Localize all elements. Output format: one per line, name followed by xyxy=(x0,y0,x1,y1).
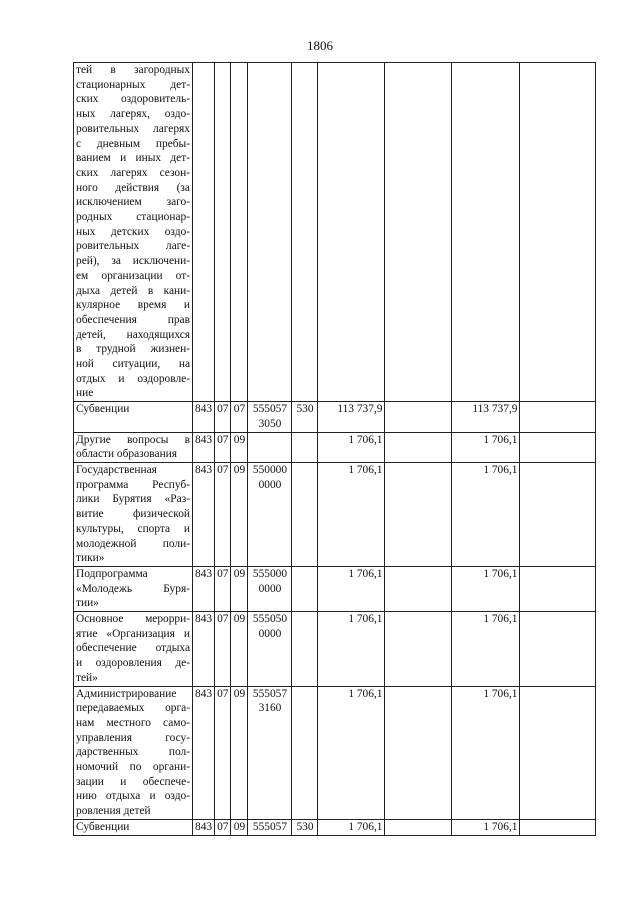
cell-column-10 xyxy=(520,612,596,687)
name-line: родных стационар- xyxy=(76,211,190,224)
cell-target-article: 555050 0000 xyxy=(248,612,292,687)
name-line: обеспечение отдыха xyxy=(76,642,190,655)
cell-column-10 xyxy=(520,819,596,835)
cell-column-9: 1 706,1 xyxy=(452,819,520,835)
cell-name xyxy=(74,566,193,611)
cell-section: 07 xyxy=(215,402,231,432)
name-line: ние xyxy=(76,387,94,400)
cell-expense-type: 530 xyxy=(292,402,318,432)
name-line: ного действия (за xyxy=(76,181,190,194)
table-row xyxy=(74,686,596,819)
cell-sum: 1 706,1 xyxy=(318,612,385,687)
name-line: управления госу- xyxy=(76,731,190,744)
cell-name xyxy=(74,686,193,819)
name-line: «Молодежь Буря- xyxy=(76,582,190,595)
budget-table xyxy=(73,62,596,836)
page-number: 1806 xyxy=(307,38,333,53)
cell-column-8 xyxy=(385,566,452,611)
cell-sum xyxy=(318,63,385,402)
cell-section: 07 xyxy=(215,819,231,835)
cell-ministry: 843 xyxy=(193,819,215,835)
cell-column-10 xyxy=(520,566,596,611)
table-body xyxy=(74,63,596,836)
name-line: зации и обеспече- xyxy=(76,775,190,788)
cell-column-10 xyxy=(520,402,596,432)
cell-target-article: 555000 0000 xyxy=(248,566,292,611)
name-line: ванием и иных дет- xyxy=(76,152,190,165)
name-line: молодежной поли- xyxy=(76,537,190,550)
table-row xyxy=(74,819,596,835)
cell-name xyxy=(74,819,193,835)
name-line: рей), за исключени- xyxy=(76,255,190,268)
cell-sum: 1 706,1 xyxy=(318,462,385,566)
cell-section: 07 xyxy=(215,432,231,462)
cell-target-article: 550000 0000 xyxy=(248,462,292,566)
cell-column-9: 1 706,1 xyxy=(452,566,520,611)
name-line: тии» xyxy=(76,597,99,610)
name-line: детей, находящихся xyxy=(76,328,190,341)
cell-subsection: 09 xyxy=(231,612,248,687)
name-line: ных лагерях, оздо- xyxy=(76,108,190,121)
cell-sum: 113 737,9 xyxy=(318,402,385,432)
cell-column-8 xyxy=(385,819,452,835)
name-line: дарственных пол- xyxy=(76,746,190,759)
cell-subsection: 09 xyxy=(231,432,248,462)
name-line: нию отдыха и оздо- xyxy=(76,790,190,803)
cell-target-article: 555057 3050 xyxy=(248,402,292,432)
cell-column-9: 113 737,9 xyxy=(452,402,520,432)
cell-expense-type xyxy=(292,63,318,402)
name-line: с дневным пребы- xyxy=(76,137,190,150)
cell-name xyxy=(74,462,193,566)
cell-column-10 xyxy=(520,686,596,819)
name-line: Основное мероpри- xyxy=(76,613,190,626)
cell-column-10 xyxy=(520,63,596,402)
name-line: обеспечения прав xyxy=(76,313,190,326)
table-row xyxy=(74,63,596,402)
table-row xyxy=(74,462,596,566)
cell-name xyxy=(74,432,193,462)
cell-expense-type xyxy=(292,686,318,819)
name-line: витие физической xyxy=(76,508,190,521)
cell-expense-type xyxy=(292,432,318,462)
cell-ministry: 843 xyxy=(193,566,215,611)
cell-expense-type xyxy=(292,566,318,611)
name-line: ровительных лаге- xyxy=(76,240,190,253)
name-line: ятие «Организация и xyxy=(76,627,190,640)
cell-column-8 xyxy=(385,402,452,432)
name-line: и оздоровления де- xyxy=(76,657,190,670)
cell-section: 07 xyxy=(215,612,231,687)
cell-expense-type: 530 xyxy=(292,819,318,835)
name-line: программа Респуб- xyxy=(76,478,190,491)
cell-sum: 1 706,1 xyxy=(318,566,385,611)
cell-subsection: 09 xyxy=(231,686,248,819)
cell-column-9: 1 706,1 xyxy=(452,612,520,687)
cell-ministry: 843 xyxy=(193,612,215,687)
cell-target-article: 555057 xyxy=(248,819,292,835)
name-line: Администрирование xyxy=(76,687,177,700)
table-row xyxy=(74,432,596,462)
name-line: отдых и оздоровле- xyxy=(76,372,190,385)
name-line: тей» xyxy=(76,671,98,684)
name-line: исключением заго- xyxy=(76,196,190,209)
cell-subsection: 09 xyxy=(231,819,248,835)
cell-ministry xyxy=(193,63,215,402)
cell-sum: 1 706,1 xyxy=(318,686,385,819)
name-line: ровления детей xyxy=(76,805,151,818)
cell-section: 07 xyxy=(215,566,231,611)
name-line: культуры, спорта и xyxy=(76,522,190,535)
name-line: ем организации от- xyxy=(76,269,190,282)
cell-column-9: 1 706,1 xyxy=(452,462,520,566)
cell-name xyxy=(74,63,193,402)
name-line: Подпрограмма xyxy=(76,567,148,580)
cell-column-8 xyxy=(385,63,452,402)
name-line: тики» xyxy=(76,552,105,565)
name-line: Государственная xyxy=(76,463,157,476)
cell-subsection: 09 xyxy=(231,462,248,566)
cell-column-8 xyxy=(385,462,452,566)
name-line: тей в загородных xyxy=(76,64,190,76)
name-line: ских лагерях сезон- xyxy=(76,166,190,179)
name-line: в трудной жизнен- xyxy=(76,343,190,356)
cell-section: 07 xyxy=(215,686,231,819)
cell-section: 07 xyxy=(215,462,231,566)
cell-name xyxy=(74,612,193,687)
cell-column-9: 1 706,1 xyxy=(452,432,520,462)
name-line: ских оздоровитель- xyxy=(76,93,190,106)
table-row xyxy=(74,402,596,432)
cell-section xyxy=(215,63,231,402)
cell-ministry: 843 xyxy=(193,432,215,462)
cell-subsection xyxy=(231,63,248,402)
cell-subsection: 07 xyxy=(231,402,248,432)
cell-ministry: 843 xyxy=(193,686,215,819)
cell-column-9 xyxy=(452,63,520,402)
name-line: ровительных лагерях xyxy=(76,122,190,135)
name-line: Субвенции xyxy=(76,820,130,833)
cell-expense-type xyxy=(292,612,318,687)
cell-sum: 1 706,1 xyxy=(318,432,385,462)
name-line: ной ситуации, на xyxy=(76,358,190,371)
name-line: ных детских оздо- xyxy=(76,225,190,238)
name-line: номочий по органи- xyxy=(76,761,190,774)
name-line: дыха детей в кани- xyxy=(76,284,190,297)
cell-ministry: 843 xyxy=(193,462,215,566)
name-line: нам местного само- xyxy=(76,716,190,729)
cell-name xyxy=(74,402,193,432)
name-line: лики Бурятия «Раз- xyxy=(76,493,190,506)
cell-column-8 xyxy=(385,432,452,462)
cell-sum: 1 706,1 xyxy=(318,819,385,835)
cell-expense-type xyxy=(292,462,318,566)
name-line: Другие вопросы в xyxy=(76,433,190,446)
cell-column-9: 1 706,1 xyxy=(452,686,520,819)
cell-column-10 xyxy=(520,462,596,566)
name-line: кулярное время и xyxy=(76,299,190,312)
cell-column-8 xyxy=(385,612,452,687)
cell-subsection: 09 xyxy=(231,566,248,611)
cell-column-8 xyxy=(385,686,452,819)
name-line: передаваемых орга- xyxy=(76,702,190,715)
cell-target-article xyxy=(248,63,292,402)
cell-target-article: 555057 3160 xyxy=(248,686,292,819)
cell-column-10 xyxy=(520,432,596,462)
table-row xyxy=(74,612,596,687)
name-line: области образования xyxy=(76,448,178,461)
name-line: стационарных дет- xyxy=(76,78,190,91)
cell-ministry: 843 xyxy=(193,402,215,432)
table-row xyxy=(74,566,596,611)
name-line: Субвенции xyxy=(76,403,130,416)
cell-target-article xyxy=(248,432,292,462)
